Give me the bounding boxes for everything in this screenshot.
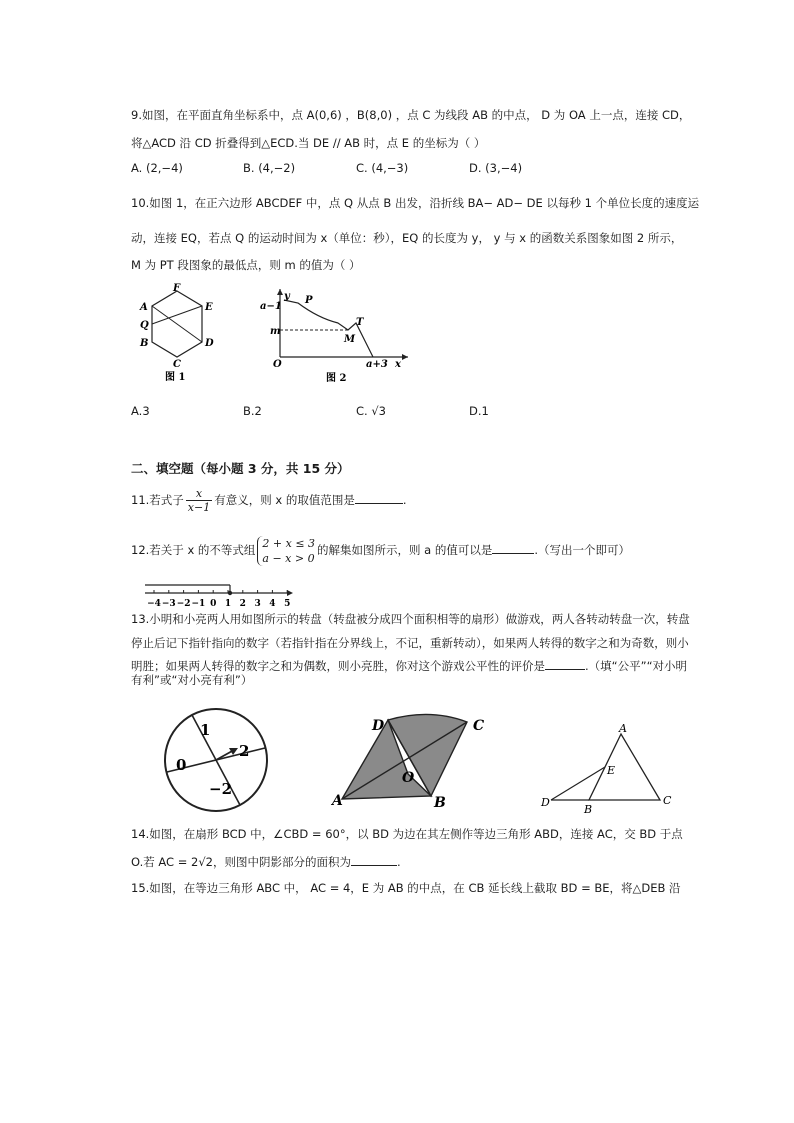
q11-numerator: x bbox=[195, 487, 203, 500]
q13-answer-blank[interactable] bbox=[545, 657, 585, 670]
hex-label-d: D bbox=[205, 338, 214, 349]
q9-option-a: A. (2,−4) bbox=[131, 161, 183, 175]
q11-fraction bbox=[186, 487, 212, 514]
number-line-label: 1 bbox=[224, 599, 232, 609]
triangle-figure bbox=[540, 722, 680, 817]
hexagon-figure bbox=[135, 282, 225, 382]
q12-end: .（写出一个即可） bbox=[534, 543, 631, 557]
triangle-label-e: E bbox=[607, 764, 616, 777]
number-line-label: −1 bbox=[191, 599, 206, 609]
q11 bbox=[131, 486, 407, 514]
inequality-system bbox=[257, 536, 315, 566]
hex-label-b: B bbox=[140, 338, 149, 349]
q11-prefix: 11.若式子 bbox=[131, 493, 184, 507]
q14-line2-text: O.若 AC = 2√2，则图中阴影部分的面积为 bbox=[131, 855, 351, 869]
q15-line1: 15.如图，在等边三角形 ABC 中， AC = 4，E 为 AB 的中点，在 CB 延长线上截取 BD = BE，将△DEB 沿 bbox=[131, 881, 681, 895]
sector-label-b: B bbox=[434, 795, 446, 811]
q9-line2: 将△ACD 沿 CD 折叠得到△ECD.当 DE // AB 时，点 E 的坐标为（ ） bbox=[131, 136, 486, 150]
number-line bbox=[140, 575, 300, 610]
graph-label-x: x bbox=[395, 359, 401, 370]
q11-suffix: 有意义，则 x 的取值范围是 bbox=[214, 493, 355, 507]
spinner-label-2: 2 bbox=[239, 742, 250, 760]
q13-line4: 有利”或“对小亮有利”） bbox=[131, 673, 253, 687]
hex-label-e: E bbox=[205, 302, 213, 313]
number-line-label: 0 bbox=[210, 599, 217, 609]
graph-label-m-point: M bbox=[344, 334, 356, 345]
q10-line1: 10.如图 1，在正六边形 ABCDEF 中，点 Q 从点 B 出发，沿折线 BA− AD− DE 以每秒 1 个单位长度的速度运 bbox=[131, 196, 700, 210]
hex-label-a: A bbox=[140, 302, 148, 313]
hex-label-c: C bbox=[173, 359, 181, 370]
q11-end: . bbox=[402, 493, 407, 507]
inequality-1: 2 + x ≤ 3 bbox=[262, 536, 316, 550]
q14-line2 bbox=[131, 853, 401, 870]
q13-line1: 13.小明和小亮两人用如图所示的转盘（转盘被分成四个面积相等的扇形）做游戏，两人各转动转盘一次，转盘 bbox=[131, 612, 690, 626]
fig1-caption: 图 1 bbox=[165, 372, 186, 383]
q14-end: . bbox=[397, 855, 401, 869]
q9-option-d: D. (3,−4) bbox=[469, 161, 523, 175]
sector-figure bbox=[330, 710, 490, 810]
sector-label-d: D bbox=[372, 718, 385, 734]
hex-label-f: F bbox=[173, 283, 181, 294]
number-line-label: −3 bbox=[161, 599, 176, 609]
q10-line3: M 为 PT 段图象的最低点，则 m 的值为（ ） bbox=[131, 258, 361, 272]
q10-option-c: C. √3 bbox=[356, 404, 386, 418]
q14-answer-blank[interactable] bbox=[351, 853, 397, 866]
function-graph-figure bbox=[258, 285, 418, 385]
sector-label-c: C bbox=[473, 718, 485, 734]
graph-label-y: y bbox=[284, 291, 290, 302]
graph-label-t: T bbox=[356, 317, 364, 328]
q9-line1: 9.如图，在平面直角坐标系中，点 A(0,6) ，B(8,0) ，点 C 为线段 AB 的中点， D 为 OA 上一点，连接 CD， bbox=[131, 108, 691, 122]
graph-label-m-value: m bbox=[270, 326, 281, 337]
spinner-label-1: 1 bbox=[200, 721, 211, 739]
number-line-label: 5 bbox=[284, 599, 291, 609]
number-line-label: 3 bbox=[254, 599, 261, 609]
q12-suffix: 的解集如图所示，则 a 的值可以是 bbox=[317, 543, 493, 557]
spinner-figure bbox=[162, 706, 272, 816]
number-line-label: 2 bbox=[239, 599, 246, 609]
hex-label-q: Q bbox=[140, 320, 149, 331]
q12 bbox=[131, 534, 630, 566]
section-title: 二、填空题（每小题 3 分，共 15 分） bbox=[131, 461, 350, 476]
q13-line3-end: .（填“公平”“对小明 bbox=[585, 659, 688, 673]
q13-line3-text: 明胜；如果两人转得的数字之和为偶数，则小亮胜，你对这个游戏公平性的评价是 bbox=[131, 659, 545, 673]
fig2-caption: 图 2 bbox=[326, 373, 347, 384]
q9-option-c: C. (4,−3) bbox=[356, 161, 409, 175]
q10-option-b: B.2 bbox=[243, 404, 262, 418]
number-line-label: −2 bbox=[176, 599, 191, 609]
number-line-label: −4 bbox=[147, 599, 161, 609]
q10-line2: 动，连接 EQ，若点 Q 的运动时间为 x（单位：秒），EQ 的长度为 y， y 与 x 的函数关系图象如图 2 所示， bbox=[131, 231, 683, 245]
graph-label-a-plus-3: a+3 bbox=[366, 359, 388, 370]
q13-line2: 停止后记下指针指向的数字（若指针指在分界线上，不记，重新转动），如果两人转得的数字之和为奇数，则小 bbox=[131, 636, 689, 650]
triangle-label-b: B bbox=[584, 803, 593, 816]
sector-label-o: O bbox=[402, 770, 415, 786]
spinner-label-0: 0 bbox=[176, 756, 187, 774]
graph-label-a-minus-1: a−1 bbox=[260, 301, 282, 312]
q12-answer-blank[interactable] bbox=[492, 541, 534, 554]
triangle-label-c: C bbox=[663, 794, 672, 807]
q11-denominator: x−1 bbox=[187, 501, 211, 514]
number-line-label: 4 bbox=[269, 599, 276, 609]
q12-prefix: 12.若关于 x 的不等式组 bbox=[131, 543, 256, 557]
spinner-label-neg2: −2 bbox=[209, 780, 233, 798]
q9-option-b: B. (4,−2) bbox=[243, 161, 296, 175]
graph-label-p: P bbox=[305, 295, 313, 306]
inequality-2: a − x > 0 bbox=[262, 551, 315, 565]
q11-answer-blank[interactable] bbox=[355, 491, 403, 504]
q10-option-d: D.1 bbox=[469, 404, 489, 418]
q10-option-a: A.3 bbox=[131, 404, 150, 418]
triangle-label-d: D bbox=[541, 796, 550, 809]
sector-label-a: A bbox=[332, 793, 343, 809]
triangle-label-a: A bbox=[619, 722, 627, 735]
graph-label-origin: O bbox=[273, 359, 282, 370]
q14-line1: 14.如图，在扇形 BCD 中，∠CBD = 60°，以 BD 为边在其左侧作等边三角形 ABD，连接 AC，交 BD 于点 bbox=[131, 827, 683, 841]
